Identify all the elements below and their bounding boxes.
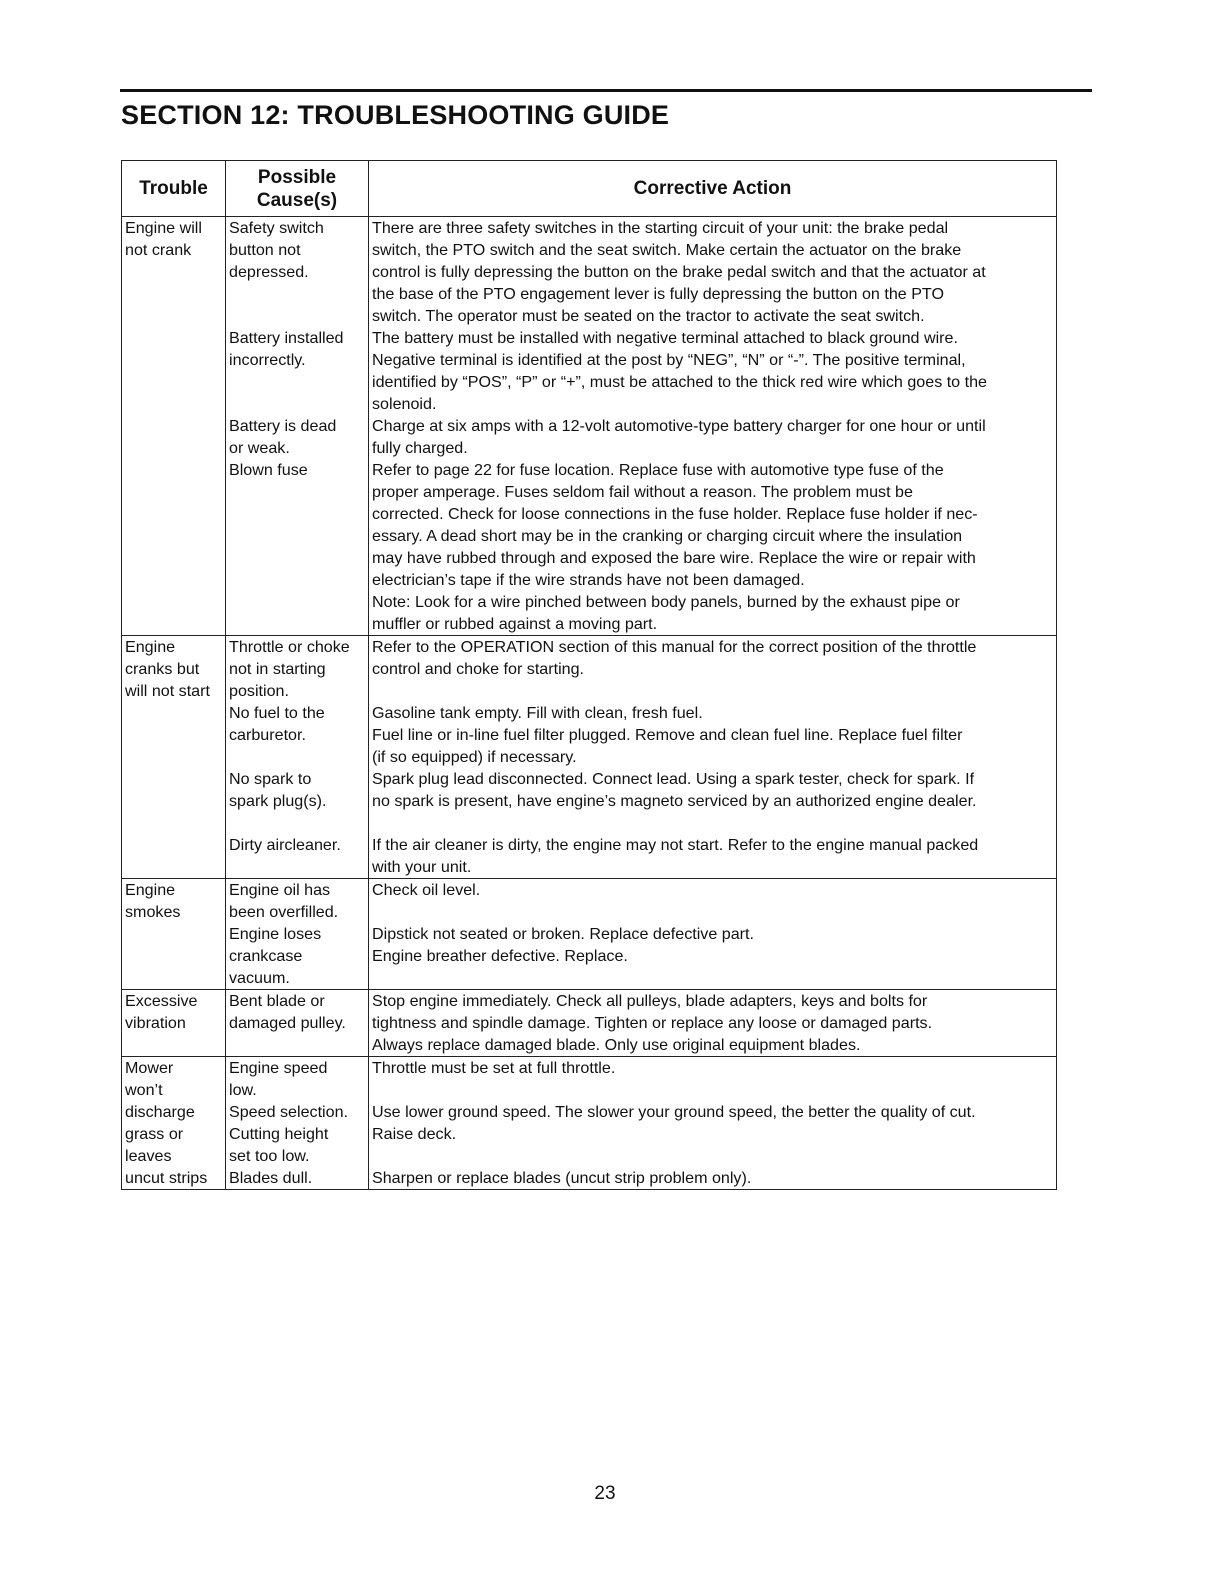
trouble-cell: Mower won’t discharge grass or leaves uncut strips [122,1057,226,1190]
header-row [122,161,1057,217]
table-row-engine-will-not-crank [122,217,1057,636]
causes-cell: Safety switch button not depressed. Battery installed incorrectly. Battery is dead or weak. Blown fuse [226,217,369,636]
action-cell: Throttle must be set at full throttle. Use lower ground speed. The slower your ground speed, the better the quality of cut. Raise deck. Sharpen or replace blades (uncut strip problem only). [369,1057,1057,1190]
action-cell: Stop engine immediately. Check all pulleys, blade adapters, keys and bolts for tightness and spindle damage. Tighten or replace any loose or damaged parts. Always replace damaged blade. Only use original equipment blades. [369,990,1057,1057]
trouble-cell: Excessive vibration [122,990,226,1057]
trouble-cell: Engine smokes [122,879,226,990]
table-row-engine-cranks-no-start [122,636,1057,879]
table-row-engine-smokes [122,879,1057,990]
action-cell: Check oil level. Dipstick not seated or broken. Replace defective part. Engine breather defective. Replace. [369,879,1057,990]
action-cell: There are three safety switches in the starting circuit of your unit: the brake pedal switch, the PTO switch and the seat switch. Make certain the actuator on the brake control is fully depressing the button on the brake pedal switch and that the actuator at the base of the PTO engagement lever is fully depressing the button on the PTO switch. The operator must be seated on the tractor to activate the seat switch. The battery must be installed with negative terminal attached to black ground wire. Negative terminal is identified at the post by “NEG”, “N” or “-”. The positive terminal, identified by “POS”, “P” or “+”, must be attached to the thick red wire which goes to the solenoid. Charge at six amps with a 12-volt automotive-type battery charger for one hour or until fully charged. Refer to page 22 for fuse location. Replace fuse with automotive type fuse of the proper amperage. Fuses seldom fail without a reason. The problem must be corrected. Check for loose connections in the fuse holder. Replace fuse holder if nec- essary. A dead short may be in the cranking or charging circuit where the insulation may have rubbed through and exposed the bare wire. Replace the wire or repair with electrician’s tape if the wire strands have not been damaged. Note: Look for a wire pinched between body panels, burned by the exhaust pipe or muffler or rubbed against a moving part. [369,217,1057,636]
page-number: 23 [594,1483,616,1504]
header-trouble: Trouble [122,161,226,217]
section-title: SECTION 12: TROUBLESHOOTING GUIDE [121,100,670,130]
action-cell: Refer to the OPERATION section of this manual for the correct position of the throttle control and choke for starting. Gasoline tank empty. Fill with clean, fresh fuel. Fuel line or in-line fuel filter plugged. Remove and clean fuel line. Replace fuel filter (if so equipped) if necessary. Spark plug lead disconnected. Connect lead. Using a spark tester, check for spark. If no spark is present, have engine’s magneto serviced by an authorized engine dealer. If the air cleaner is dirty, the engine may not start. Refer to the engine manual packed with your unit. [369,636,1057,879]
trouble-cell: Engine cranks but will not start [122,636,226,879]
causes-cell: Engine speed low. Speed selection. Cutting height set too low. Blades dull. [226,1057,369,1190]
table-row-mower-wont-discharge [122,1057,1057,1190]
header-causes: Possible Cause(s) [226,161,369,217]
trouble-cell: Engine will not crank [122,217,226,636]
table-row-excessive-vibration [122,990,1057,1057]
troubleshooting-table [121,160,1057,1190]
causes-cell: Bent blade or damaged pulley. [226,990,369,1057]
header-action: Corrective Action [369,161,1057,217]
top-rule [120,89,1092,92]
causes-cell: Engine oil has been overfilled. Engine loses crankcase vacuum. [226,879,369,990]
causes-cell: Throttle or choke not in starting position. No fuel to the carburetor. No spark to spark plug(s). Dirty aircleaner. [226,636,369,879]
